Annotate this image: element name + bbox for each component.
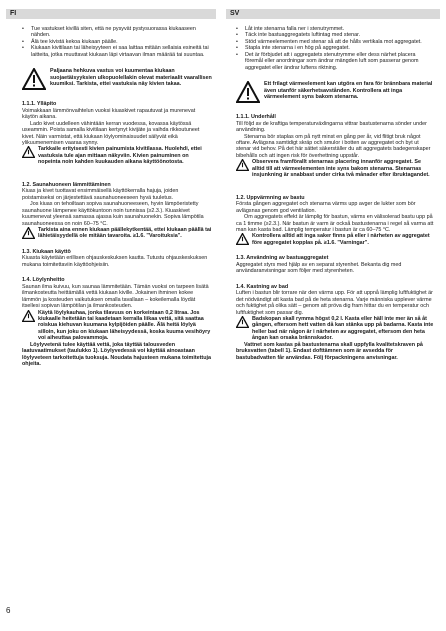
warning-icon [22, 146, 35, 158]
sv-label: SV [230, 10, 240, 17]
fi-warning-text: Paljaana hehkuva vastus voi kuumentaa kiukaan suojaetäisyyksien ulkopuolellakin olevat materiaalit vaarallisen kuumiksi. Tarkista, ettei vastuksia näy kivien takaa. [50, 68, 212, 88]
list-item: • Tue vastukset kivillä siten, että ne pysyvät pystysuorassa kiukaaseen nähden. [22, 26, 212, 39]
fi-label: FI [10, 10, 17, 17]
fi-note-text: Käytä löylykauhaa, jonka tilavuus on korkeintaan 0,2 litraa. Jos kiukaalle heitetään tai kaadetaan kerralla liikaa vettä, sitä saattaa roiskua kiehuvan kuumana kylpijöiden päälle. Älä heitä löylyä silloin, kun joku on kiukaan läheisyydessä, koska kuuma vesihöyry voi aiheuttaa palovammoja. [38, 309, 211, 342]
paragraph: Vattnet som kastas på bastustenarna skall uppfylla kvalitetskraven på bruksvatten (tabell 1). Endast dofttämnen som är avsedda för bastubadvatten får användas. Följ förpackningens anvisningar. [236, 341, 423, 361]
fi-section-title: 1.2. Saunahuoneen lämmittäminen [22, 181, 111, 188]
sv-note [236, 159, 434, 178]
list-item: • Älä tee kivistä kekoa kiukaan päälle. [22, 39, 212, 45]
fi-column [22, 26, 212, 368]
paragraph: Lado kivet uudelleen vähintään kerran vuodessa, kovassa käytössä useammin. Poista samalla kivitilaan kertynyt kivijäte ja vaihda rikkoutuneet kivet. Näin varmistat, että kiukaan löylyominaisuudet säilyvät eikä ylikuumenemisen vaaraa synny. [22, 120, 200, 146]
paragraph: Om aggregatets effekt är lämplig för bastun, värms en välisolerad bastu upp på ca 1 timme (≥2.3.). När bastun är varm är också bastustenarna i regel så varma att man kan kasta bad. Lämplig temperatur i bastun är ca 60–75 °C. [236, 214, 434, 233]
paragraph: Luften i bastun blir torrare när den värms upp. För att uppnå lämplig luftfuktighet är det nödvändigt att kasta bad på de heta stenarna. Varje människa upplever värme och fuktighet på olika sätt – genom att pröva dig fram hittar du en temperatur och luftfuktighet som passar dig. [236, 290, 433, 316]
sv-section-title: 1.3. Användning av bastuaggregatet [236, 255, 329, 262]
sv-section-title: 1.4. Kastning av bad [236, 283, 289, 290]
warning-icon [22, 310, 35, 322]
fi-note-text: Tarkista aina ennen kiukaan päällekytkentää, ettei kiukaan päällä tai lähietäisyydellä ole mitään tavaroita. ≥1.6. "Varoituksia". [38, 226, 212, 240]
list-item: • Kiukaan kivitilaan tai läheisyyteen ei saa laittaa mitään sellaisia esineitä tai laitteita, jotka muuttavat kiukaan läpi virtaavan ilman määrää tai suuntaa. [22, 45, 212, 58]
paragraph: Stenarna bör staplas om på nytt minst en gång per år, vid flitigt bruk något oftare. Avlägsna samtidigt skräp och smulor i botten av aggregatet och byt ut stenar vid behov. På det här sättet säkerställer du att aggregatets badegenskaper bibehålls och att ingen risk för överhettning uppstår. [236, 133, 431, 159]
paragraph: Löylyvetenä tulee käyttää vettä, joka täyttää talousveden laatuvaatimukset (taulukko 1). Löylyvedessä voi käyttää ainoastaan löylyveteen tarkoitettuja tuoksuja. Noudata hajusteen mukana toimitettuja ohjeita. [22, 341, 212, 368]
page-number: 6 [6, 606, 11, 615]
sv-note-text: Badskopan skall rymma högst 0,2 l. Kasta eller häll inte mer än så åt gången, eftersom hett vatten då kan stänka upp på badarna. Kasta inte heller bad när någon är i närheten av aggregatet, eftersom den heta ångan kan orsaka brännskador. [252, 315, 434, 342]
paragraph: Första gången aggregatet och stenarna värms upp avger de lukter som bör avlägsnas genom god ventilation. [236, 201, 416, 214]
paragraph: Aggregatet styrs med hjälp av en separat styrenhet. Bekanta dig med användaranvisningar som följer med styrenheten. [236, 261, 402, 275]
fi-note-text: Tarkkaile erityisesti kivien painumista kivitilassa. Huolehdi, ettei vastuksia tule ajan mittaan näkyviin. Kivien painuminen on nopeinta noin kahden kuukauden aikana käyttöönotosta. [38, 146, 202, 166]
paragraph: Voimakkaan lämmönvaihtelun vuoksi kiuaskivet rapautuvat ja murenevat käytön aikana. [22, 107, 196, 121]
fi-section-title: 1.3. Kiukaan käyttö [22, 248, 71, 255]
fi-note [22, 227, 212, 240]
fi-warning-block [22, 68, 212, 92]
list-item: • Täck inte bastuaggregatets luftintag med stenar. [236, 32, 434, 38]
fi-section-title: 1.1.1. Ylläpito [22, 101, 57, 108]
sv-warning-text: Ett frilagt värmeelement kan utgöra en fara för brännbara material även utanför säkerhetsavstånden. Kontrollera att inga värmeelement syns bakom stenarna. [264, 81, 433, 101]
fi-bullet-list [22, 26, 212, 58]
list-item: • Stapla inte stenarna i en hög på aggregatet. [236, 45, 434, 51]
sv-note-text: Kontrollera alltid att inga saker finns på eller i närheten av aggregatet före aggregatet kopplas på. ≥1.6. "Varningar". [252, 233, 430, 246]
warning-icon [236, 81, 260, 103]
paragraph: Kiuas ja kivet tuottavat ensimmäisellä käyttökerralla hajuja, joiden poistamiseksi on järjestettävä saunahuoneeseen hyvä tuuletus. [22, 188, 179, 201]
warning-icon [22, 68, 46, 90]
sv-note-text: Observera framförallt stenarnas placering innanför aggregatet. Se alltid till att värmeelementen inte syns bakom stenarna. Stenarnas insjunkning är snabbast under cirka två månader efter ibruktagandet. [252, 159, 430, 179]
warning-icon [236, 233, 249, 245]
sv-note [236, 316, 434, 342]
fi-note [22, 310, 212, 342]
fi-header-bar [6, 9, 216, 19]
list-item: • Det är förbjudet att i aggregatets stenutrymme eller dess närhet placera föremål eller anordningar som ändrar mängden luft som passerar genom aggregatet eller ändrar luftens riktning. [236, 52, 434, 71]
warning-icon [22, 227, 35, 239]
sv-header-bar [226, 9, 440, 19]
sv-column [236, 26, 434, 361]
sv-section-title: 1.2. Uppvärmning av bastu [236, 194, 305, 201]
sv-warning-block [236, 81, 434, 105]
list-item: • Låt inte stenarna falla ner i stenutrymmet. [236, 26, 434, 32]
list-item: • Stöd värmeelementen med stenar så att de hålls vertikala mot aggregatet. [236, 39, 434, 45]
warning-icon [236, 159, 249, 171]
fi-note [22, 146, 212, 165]
paragraph: Saunan ilma kuivuu, kun saunaa lämmitetään. Tämän vuoksi on tarpeen lisätä ilmankosteutta heittämällä vettä kiukaan kiville. Jokainen ihminen kokee lämmön ja kosteuden vaikutuksen omalla tavallaan – kokeilemalla löydät itsellesi sopivan lämpötilan ja ilmankosteuden. [22, 283, 209, 310]
sv-bullet-list [236, 26, 434, 71]
fi-section-title: 1.4. Löylynheitto [22, 277, 65, 284]
warning-icon [236, 316, 249, 328]
sv-note [236, 233, 434, 246]
paragraph: Till följd av de kraftiga temperaturväxlingarna vittrar bastustenarna sönder under användning. [236, 120, 427, 134]
paragraph: Kiuasta käytetään erillisen ohjauskeskuksen kautta. Tutustu ohjauskeskuksen mukana toimitettaviin käyttöohjeisiin. [22, 255, 208, 268]
sv-section-title: 1.1.1. Underhåll [236, 114, 276, 121]
paragraph: Jos kiuas on tehoiltaan sopiva saunahuoneeseen, hyvin lämpöeristetty saunahuone lämpenee käyttökuntoon noin tunnissa (≥2.3.). Kiuaskivet kuumenevat yleensä samassa ajassa kuin saunahuonekin. Sopiva lämpötila saunahuoneessa on noin 60–75 °C. [22, 201, 204, 227]
